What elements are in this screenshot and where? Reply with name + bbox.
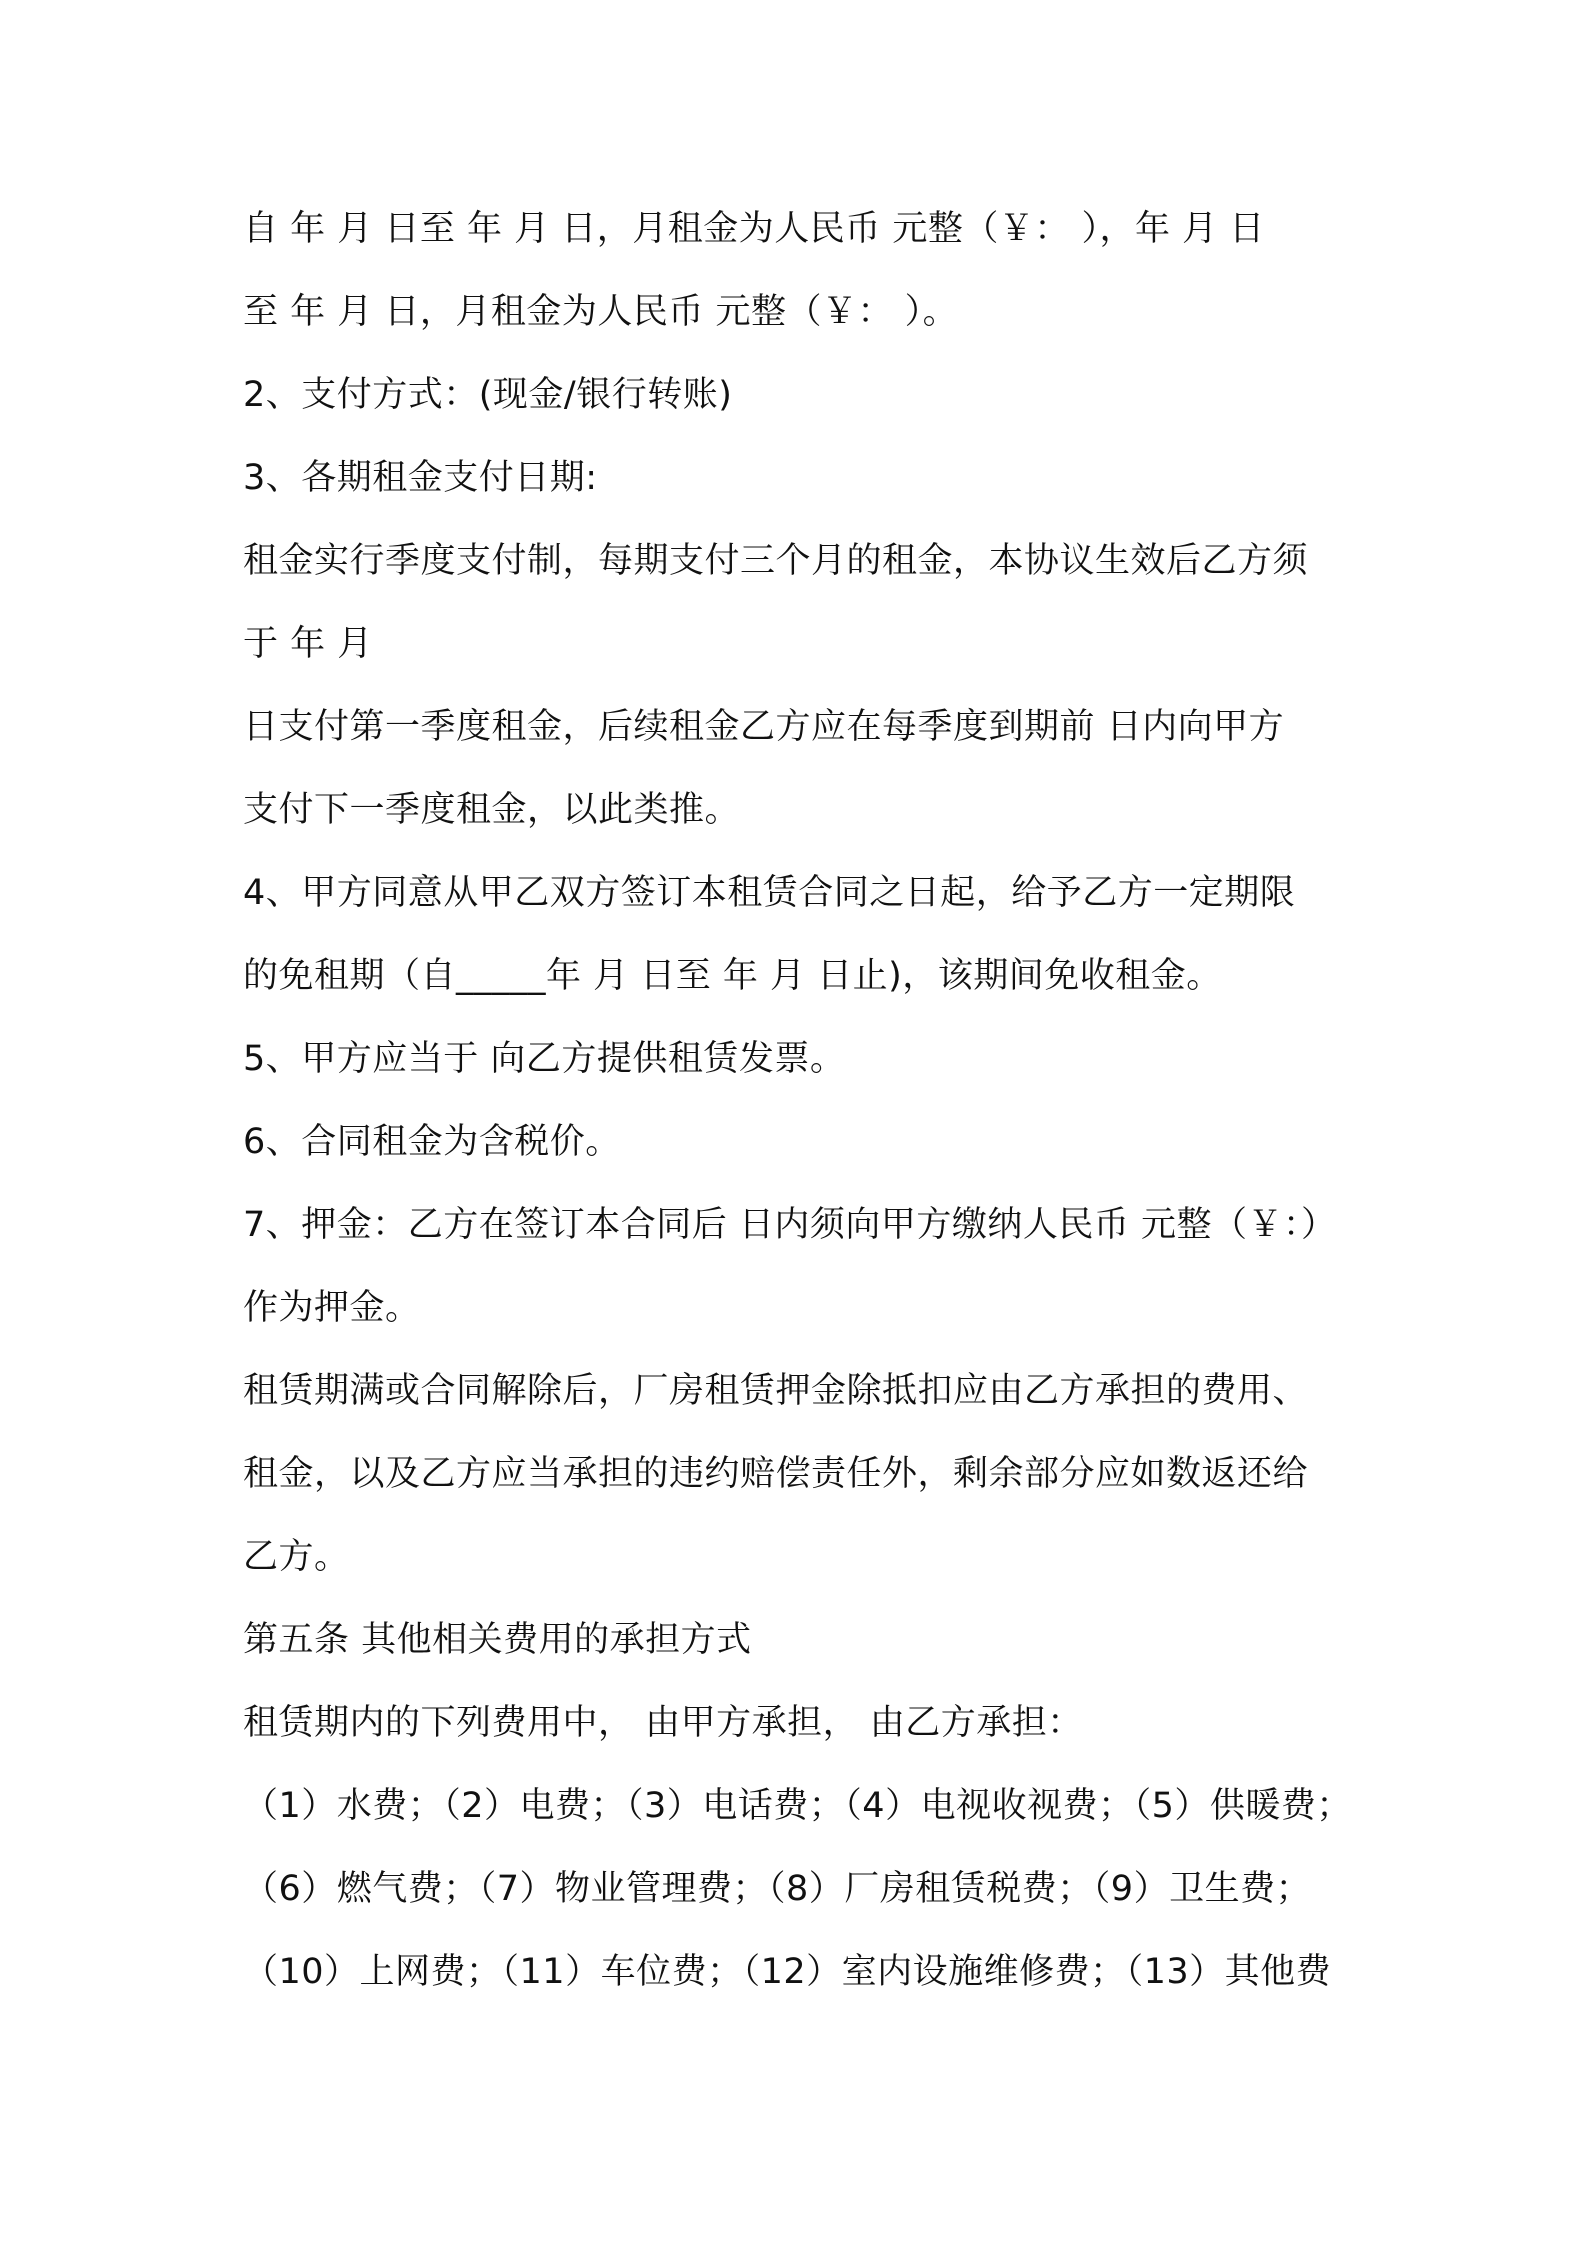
section-heading: 第五条 其他相关费用的承担方式 [243,1620,752,1660]
text-line: 至 年 月 日，月租金为人民币 元整（￥： ）。 [243,292,959,332]
text-line: 于 年 月 [243,624,373,664]
text-line: 作为押金。 [243,1288,421,1328]
text-line: （1）水费；（2）电费；（3）电话费；（4）电视收视费；（5）供暖费； [243,1786,1352,1826]
text-line: （10）上网费；（11）车位费；（12）室内设施维修费；（13）其他费 [243,1952,1332,1992]
text-line: 租金实行季度支付制，每期支付三个月的租金，本协议生效后乙方须 [243,541,1309,581]
text-line: 2、支付方式：(现金/银行转账) [243,375,733,415]
text-line: 日支付第一季度租金，后续租金乙方应在每季度到期前 日内向甲方 [243,707,1285,747]
text-line: 7、押金：乙方在签订本合同后 日内须向甲方缴纳人民币 元整（￥：） [243,1205,1337,1245]
text-line: 4、甲方同意从甲乙双方签订本租赁合同之日起，给予乙方一定期限 [243,873,1296,913]
text-line: 租金，以及乙方应当承担的违约赔偿责任外，剩余部分应如数返还给 [243,1454,1309,1494]
text-line: （6）燃气费；（7）物业管理费；（8）厂房租赁税费；（9）卫生费； [243,1869,1312,1909]
text-line: 6、合同租金为含税价。 [243,1122,621,1162]
text-line: 乙方。 [243,1537,350,1577]
text-line: 自 年 月 日至 年 月 日，月租金为人民币 元整（￥： ），年 月 日 [243,209,1265,249]
text-line: 的免租期（自_____年 月 日至 年 月 日止)，该期间免收租金。 [243,956,1222,996]
text-line: 支付下一季度租金，以此类推。 [243,790,741,830]
text-line: 5、甲方应当于 向乙方提供租赁发票。 [243,1039,846,1079]
text-line: 3、各期租金支付日期: [243,458,598,498]
text-line: 租赁期满或合同解除后，厂房租赁押金除抵扣应由乙方承担的费用、 [243,1371,1309,1411]
text-line: 租赁期内的下列费用中， 由甲方承担， 由乙方承担： [243,1703,1083,1743]
